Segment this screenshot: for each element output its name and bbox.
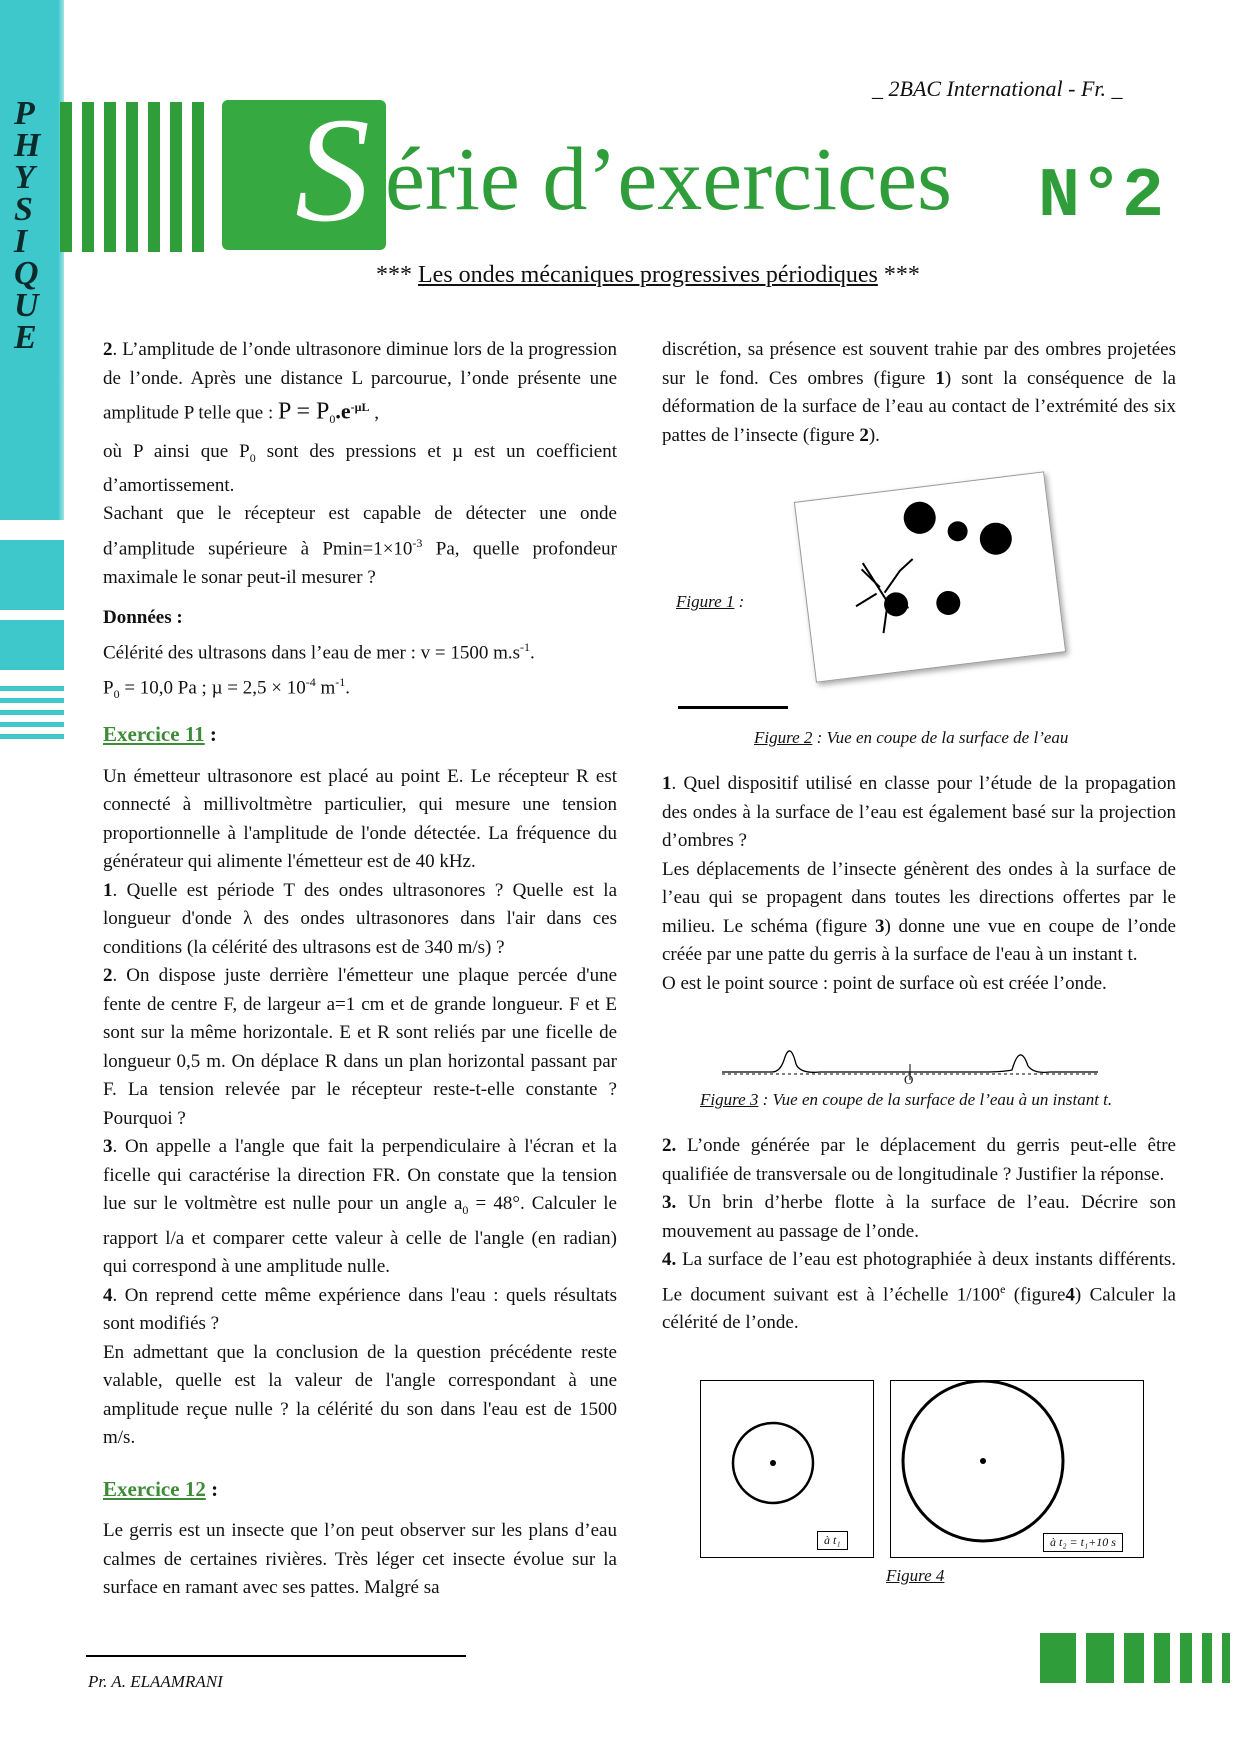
side-letter: S [14, 191, 33, 228]
figure-2-caption: Figure 2 : Vue en coupe de la surface de l’eau [754, 728, 1069, 747]
side-letter: P [14, 95, 35, 132]
ex12-q4: 4. La surface de l’eau est photographiée à deux instants différents. Le document suivant est à l’échelle 1/100e (figure4) Calculer la célérité de l’onde. [662, 1249, 1176, 1334]
title-first-letter: S [295, 87, 370, 253]
ex12-q3: 3. Un brin d’herbe flotte à la surface de l’eau. Décrire son mouvement au passage de l’onde. [662, 1192, 1176, 1242]
ex10-q2: 2. L’amplitude de l’onde ultrasonore diminue lors de la progression de l’onde. Après une distance L parcourue, l’onde présente une amplitude P telle que : $P = P_0.e^{-\mu L}$ , [103, 339, 617, 427]
side-letter: U [14, 287, 39, 324]
ex12-q1: 1. Quel dispositif utilisé en classe pour l’étude de la propagation des ondes à la surface de l’eau est également basé sur la projection d’ombres ? [662, 773, 1176, 851]
subtitle: *** Les ondes mécaniques progressives périodiques *** [376, 262, 920, 288]
figure-1-photo [794, 471, 1066, 682]
page-title: érie d’exercices [385, 130, 953, 229]
side-stripe [0, 698, 64, 703]
side-letter: Y [14, 159, 35, 196]
ex12-intro: Le gerris est un insecte que l’on peut observer sur les plans d’eau calmes de certaines rivières. Très léger cet insecte évolue sur la surface en ramant avec ses pattes. Malgré sa [103, 1520, 617, 1598]
ex12-intro-cont: discrétion, sa présence est souvent trahie par des ombres projetées sur le fond. Ces ombres (figure 1) sont la conséquence de la déformation de la surface de l’eau au contact de l’extrémité des six pattes de l’insecte (figure 2). [662, 339, 1176, 446]
figure-4-label-t1: à t₁ [817, 1531, 848, 1550]
footer-rule [86, 1655, 466, 1657]
donnees: Données : [103, 607, 183, 629]
ex11-q4-cont: En admettant que la conclusion de la question précédente reste valable, quelle est la valeur de l'angle correspondant à une amplitude reçue nulle ? la célérité du son dans l'eau est de 1500 m/s. [103, 1341, 617, 1448]
side-letter: H [14, 127, 41, 164]
side-band-edge [58, 0, 64, 520]
side-block [0, 620, 64, 670]
figure-4-label-t2: à t₂ = t₁+10 s [1043, 1533, 1123, 1552]
side-letter: E [14, 319, 37, 356]
ex11-q1: 1. Quelle est période T des ondes ultrasonores ? Quelle est la longueur d'onde λ des ondes ultrasonores dans l'air dans ces conditions (la célérité des ultrasons est de 340 m/s) ? [103, 879, 617, 958]
class-tag: _ 2BAC International - Fr. _ [872, 76, 1123, 101]
exercise-12-heading: Exercice 12 : [103, 1476, 219, 1501]
side-stripe [0, 686, 64, 691]
right-column-questions-2 [662, 1132, 1176, 1338]
figure-3-diagram [720, 1040, 1100, 1095]
side-stripe [0, 734, 64, 739]
figure-4-caption: Figure 4 [886, 1566, 945, 1585]
right-column [662, 336, 1176, 450]
ex12-q2: 2. L’onde générée par le déplacement du gerris peut-elle être qualifiée de transversale ou de longitudinale ? Justifier la réponse. [662, 1135, 1176, 1185]
ex10-q2-cont: où P ainsi que $P_0$ sont des pressions et µ est un coefficient d’amortissement. [103, 440, 618, 496]
ex12-q1-cont: Les déplacements de l’insecte génèrent des ondes à la surface de l’eau qui se propagent dans toutes les directions offertes par le milieu. Le schéma (figure 3) donne une vue en coupe de l’onde créée par une patte du gerris à la surface de l'eau à un instant t. [662, 858, 1176, 965]
ex11-q2: 2. On dispose juste derrière l'émetteur une plaque percée d'une fente de centre F, de largeur a=1 cm et de grande longueur. F et E sont sur la même horizontale. E et R sont reliés par une ficelle de longueur 0,5 m. On déplace R dans un plan horizontal passant par F. La tension relevée par le récepteur reste-t-elle constante ? Pourquoi ? [103, 965, 617, 1129]
side-stripe [0, 722, 64, 727]
right-column-questions [662, 770, 1176, 998]
exercise-11-heading: Exercice 11 : [103, 722, 217, 747]
side-stripe [0, 710, 64, 715]
ex10-q2-question: Sachant que le récepteur est capable de détecter une onde d’amplitude supérieure à $Pmin=1\times 10^{-3}$ Pa, quelle profondeur maximale le sonar peut-il mesurer ? [103, 503, 617, 588]
side-word-physique [14, 95, 54, 356]
figure-3-caption: Figure 3 : Vue en coupe de la surface de l’eau à un instant t. [700, 1090, 1113, 1109]
author: Pr. A. ELAAMRANI [88, 1672, 223, 1691]
figure-4-frame-t1 [700, 1380, 874, 1558]
ex11-q4: 4. On reprend cette même expérience dans l'eau : quels résultats sont modifiés ? [103, 1284, 617, 1334]
side-letter: I [14, 223, 28, 260]
figure-3-source-o: O [904, 1072, 914, 1087]
ex11-intro: Un émetteur ultrasonore est placé au point E. Le récepteur R est connecté à millivoltmètre particulier, qui mesure une tension proportionnelle à l'amplitude de l'onde détectée. La fréquence du générateur qui alimente l'émetteur est de 40 kHz. [103, 765, 617, 873]
ex12-source-point: O est le point source : point de surface où est créée l’onde. [662, 972, 1107, 994]
side-block [0, 540, 64, 610]
left-column [103, 336, 617, 1603]
donnees-line-2: $P_0 = 10,0$ Pa ; $\mu = 2,5 \times 10^{-4}$ $m^{-1}$. [103, 674, 350, 701]
title-number: N°2 [1038, 158, 1165, 237]
ex11-q3: 3. On appelle a l'angle que fait la perpendiculaire à l'écran et la ficelle qui caractérise la direction FR. On constate que la tension lue sur le voltmètre est nulle pour un angle $a_0 = 48^\circ$. Calculer le rapport l/a et comparer cette valeur à celle de l'angle (en radian) qui correspond à une amplitude nulle. [103, 1136, 617, 1277]
figure-4-frame-t2 [890, 1380, 1144, 1558]
donnees-line-1: Célérité des ultrasons dans l’eau de mer : v = 1500 $m.s^{-1}$. [103, 639, 535, 664]
subtitle-text: Les ondes mécaniques progressives périodiques [418, 262, 878, 288]
side-letter: Q [14, 255, 39, 292]
figure-1-label: Figure 1 : [676, 592, 745, 611]
figure-2-drawing [678, 706, 788, 709]
